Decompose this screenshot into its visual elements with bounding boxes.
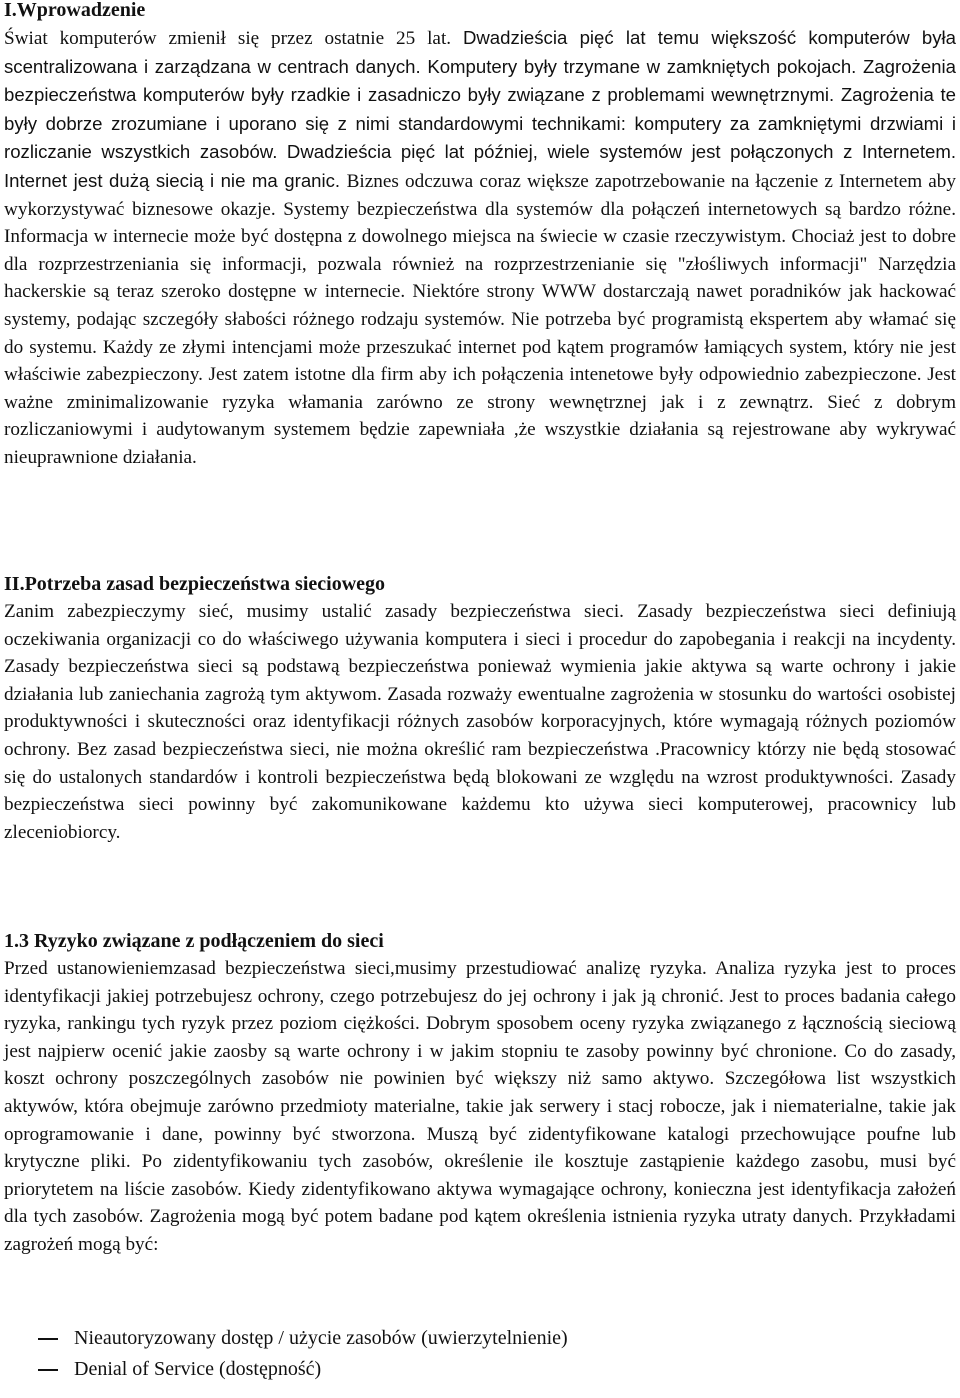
dash-bullet-icon xyxy=(38,1338,58,1340)
list-item-text: Nieautoryzowany dostęp / użycie zasobów (uwierzytelnienie) xyxy=(74,1327,568,1349)
dash-bullet-icon xyxy=(38,1369,58,1371)
section-heading-introduction: I.Wprowadzenie xyxy=(4,0,146,21)
list-item xyxy=(4,1354,956,1385)
list-item-text: Denial of Service (dostępność) xyxy=(74,1358,322,1380)
paragraph-security-policy: Zanim zabezpieczymy sieć, musimy ustalić zasady bezpieczeństwa sieci. Zasady bezpieczeństwa sieci definiują oczekiwania organizacji co do właściwego używania komputera i sieci i procedur do zapobegania i reakcji na incydenty. Zasady bezpieczeństwa sieci są podstawą bezpieczeństwa ponieważ wymienia jakie aktywa są warte ochrony i jakie działania lub zaniechania zagrożą tym aktywom. Zasada rozważy ewentualne zagrożenia w stosunku do wartości osobistej produktywności i skuteczności oraz identyfikacji różnych zasobów korporacyjnych, które wymagają różnych poziomów ochrony. Bez zasad bezpieczeństwa sieci, nie można określić ram bezpieczeństwa .Pracownicy którzy nie będą stosować się do ustalonych standardów i kontroli bezpieczeństwa będą blokowani ze względu na wzrost produktywności. Zasady bezpieczeństwa sieci powinny być zakomunikowane każdemu kto używa sieci komputerowej, pracownicy lub zleceniobiorcy. xyxy=(4,601,956,843)
list-item xyxy=(4,1323,956,1354)
paragraph-network-risk: Przed ustanowieniemzasad bezpieczeństwa sieci,musimy przestudiować analizę ryzyka. Analiza ryzyka jest to proces identyfikacji jakiej potrzebujesz ochrony, czego potrzebujesz do jej ochrony i jak ją chronić. Jest to proces badania całego ryzyka, rankingu tych ryzyk przez poziom ciężkości. Dobrym sposobem oceny ryzyka związanego z łącznością sieciową jest najpierw ocenić jakie zaosby są warte ochrony i w jakim stopniu te zasoby powinny być chronione. Co do zasady, koszt ochrony poszczególnych zasobów nie powinien być większy niż samo aktywo. Szczegółowa list wszystkich aktywów, która obejmuje zarówno przedmioty materialne, takie jak serwery i stacj robocze, jak i niematerialne, takie jak oprogramowanie i dane, powinny być stworzona. Muszą być zidentyfikowane katalogi przechowujące poufne lub krytyczne pliki. Po zidentyfikowaniu tych zasobów, określenie ile kosztuje zastąpienie każdego zasobu, musi być priorytetem na liście zasobów. Kiedy zidentyfikowano aktywa wymagające ochrony, konieczna jest identyfikacja założeń dla tych zasobów. Zagrożenia mogą być potem badane pod kątem określenia istnienia ryzyka utraty danych. Przykładami zagrożeń mogą być: xyxy=(4,958,956,1255)
paragraph-introduction xyxy=(4,24,956,472)
text-run-3: Biznes odczuwa coraz większe zapotrzebowanie na łączenie z Internetem aby wykorzystywać biznesowe okazje. Systemy bezpieczeństwa dla systemów dla połączeń internetowych są bardzo różne. Informacja w internecie może być dostępna z dowolnego miejsca na świecie w czasie rzeczywistym. Chociaż jest to dobre dla rozprzestrzeniania się informacji, pozwala również na rozprzestrzenianie się "złośliwych informacji" Narzędzia hackerskie są teraz szeroko dostępne w internecie. Niektóre strony WWW dostarczają nawet poradników jak hackować systemy, podając szczegóły słabości różnego rodzaju systemów. Nie potrzeba być programistą ekspertem aby włamać się do systemu. Każdy ze złymi intencjami może przeszukać internet pod kątem programów łamiących system, który nie jest właściwie zabezpieczony. Jest zatem istotne dla firm aby ich połączenia intenetowe były odpowiednio zabezpieczone. Jest ważne zminimalizowanie ryzyka włamania zarówno ze strony wewnętrznej jak i z zewnątrz. Sieć z dobrym rozliczaniowymi i audytowanym systemem będzie zapewniała ,że wszystkie działania są rejestrowane aby wykrywać nieuprawnione działania. xyxy=(4,170,956,468)
text-run-1: Świat komputerów zmienił się przez ostatnie 25 lat. xyxy=(4,28,463,49)
section-heading-network-risk: 1.3 Ryzyko związane z podłączeniem do sieci xyxy=(4,930,384,952)
text-run-2: Dwadzieścia pięć lat temu większość komputerów była scentralizowana i zarządzana w centrach danych. Komputery były trzymane w zamkniętych pokojach. Zagrożenia bezpieczeństwa komputerów były rzadkie i zasadniczo były związane z problemami wewnętrznymi. Zagrożenia te były dobrze zrozumiane i uporano się z nimi standardowymi technikami: komputery za zamkniętymi drzwiami i rozliczanie wszystkich zasobów. Dwadzieścia pięć lat później, wiele systemów jest połączonych z Internetem. Internet jest dużą siecią i nie ma granic. xyxy=(4,27,956,191)
section-heading-security-policy: II.Potrzeba zasad bezpieczeństwa sieciowego xyxy=(4,573,386,595)
threat-list xyxy=(4,1323,956,1385)
